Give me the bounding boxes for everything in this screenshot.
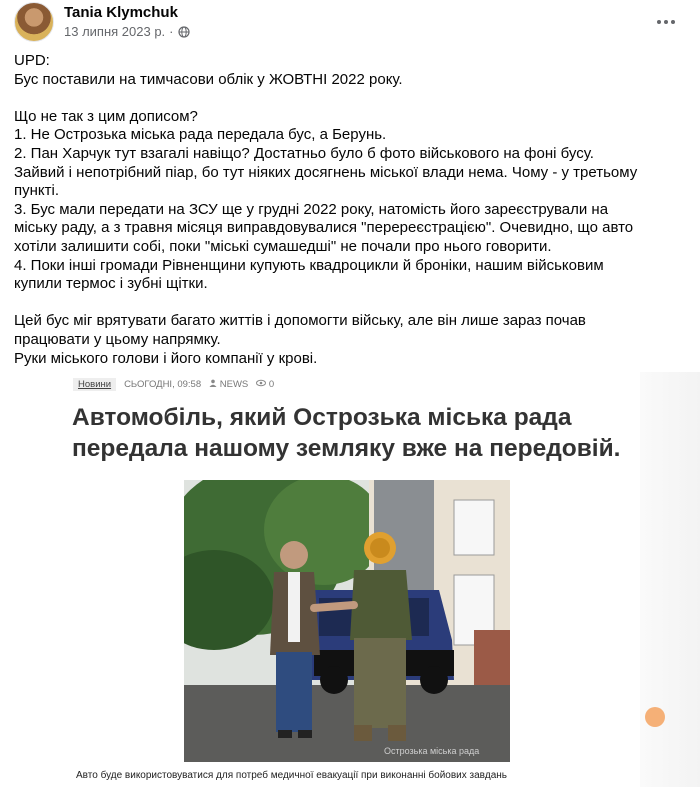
- article-photo: [184, 480, 510, 762]
- text-line: 2. Пан Харчук тут взагалі навіщо? Достатньо було б фото військового на фоні бусу.: [14, 144, 594, 162]
- post-meta: [64, 24, 190, 39]
- notification-dot: [645, 707, 665, 727]
- article-title: [72, 402, 632, 464]
- author-name[interactable]: Tania Klymchuk: [64, 4, 178, 21]
- text-line: працювати у цьому напрямку.: [14, 330, 221, 348]
- category-tag: Новини: [73, 378, 116, 391]
- meta-separator: ·: [169, 24, 174, 39]
- text-line: Руки міського голови і його компанії у крові.: [14, 349, 318, 367]
- text-line: міську раду, а з травня місяця виправдовувалися "перереєстрацією". Очевидно, що авто: [14, 219, 634, 237]
- text-line: купили термос і зубні щітки.: [14, 275, 208, 293]
- globe-icon: [178, 26, 190, 38]
- more-options-button[interactable]: [650, 6, 682, 38]
- text-line: Бус поставили на тимчасови облік у ЖОВТНІ 2022 року.: [14, 70, 403, 88]
- article-comments: [256, 379, 274, 390]
- photo-watermark: Острозька міська рада: [384, 746, 480, 756]
- shared-article-screenshot[interactable]: [62, 372, 638, 787]
- text-line: Зайвий і непотрібний піар, бо тут ніяких досягнень міської влади нема. Чому - у третьому: [14, 163, 638, 181]
- eye-icon: [256, 379, 266, 387]
- comment-count: 0: [268, 379, 275, 390]
- article-title-line: Автомобіль, який Острозька міська рада: [72, 404, 572, 431]
- photo-illustration: [184, 480, 510, 762]
- article-author-label: NEWS: [219, 379, 249, 390]
- article-time: СЬОГОДНІ, 09:58: [124, 379, 202, 390]
- article-title-line: передала нашому земляку вже на передовій.: [72, 435, 621, 462]
- text-line: 4. Поки інші громади Рівненщини купують квадроцикли й броніки, нашим військовим: [14, 256, 604, 274]
- photo-caption: Авто буде використовуватися для потреб медичної евакуації при виконанні бойових завдань: [76, 770, 508, 781]
- paragraph-upd: [14, 52, 690, 89]
- article-author: [209, 379, 248, 390]
- more-horizontal-icon: [657, 20, 661, 24]
- text-line: 1. Не Острозька міська рада передала бус, а Берунь.: [14, 126, 387, 144]
- article-meta: [73, 378, 274, 391]
- post-date[interactable]: 13 липня 2023 р.: [64, 24, 166, 39]
- author-avatar[interactable]: [14, 2, 54, 42]
- text-line: UPD:: [14, 52, 50, 69]
- text-line: 3. Бус мали передати на ЗСУ ще у грудні 2022 року, натомість його зареєстрували на: [14, 200, 609, 218]
- paragraph-conclusion: [14, 312, 690, 368]
- text-line: Що не так з цим дописом?: [14, 107, 198, 125]
- text-line: Цей бус міг врятувати багато життів і допомогти війську, але він лише зараз почав: [14, 312, 586, 330]
- text-line: пункті.: [14, 182, 60, 200]
- text-line: хотіли залишити собі, поки "міські сумашедші" не почали про нього говорити.: [14, 237, 552, 255]
- user-icon: [209, 379, 217, 387]
- post-text: [14, 52, 690, 368]
- paragraph-issues: [14, 108, 690, 294]
